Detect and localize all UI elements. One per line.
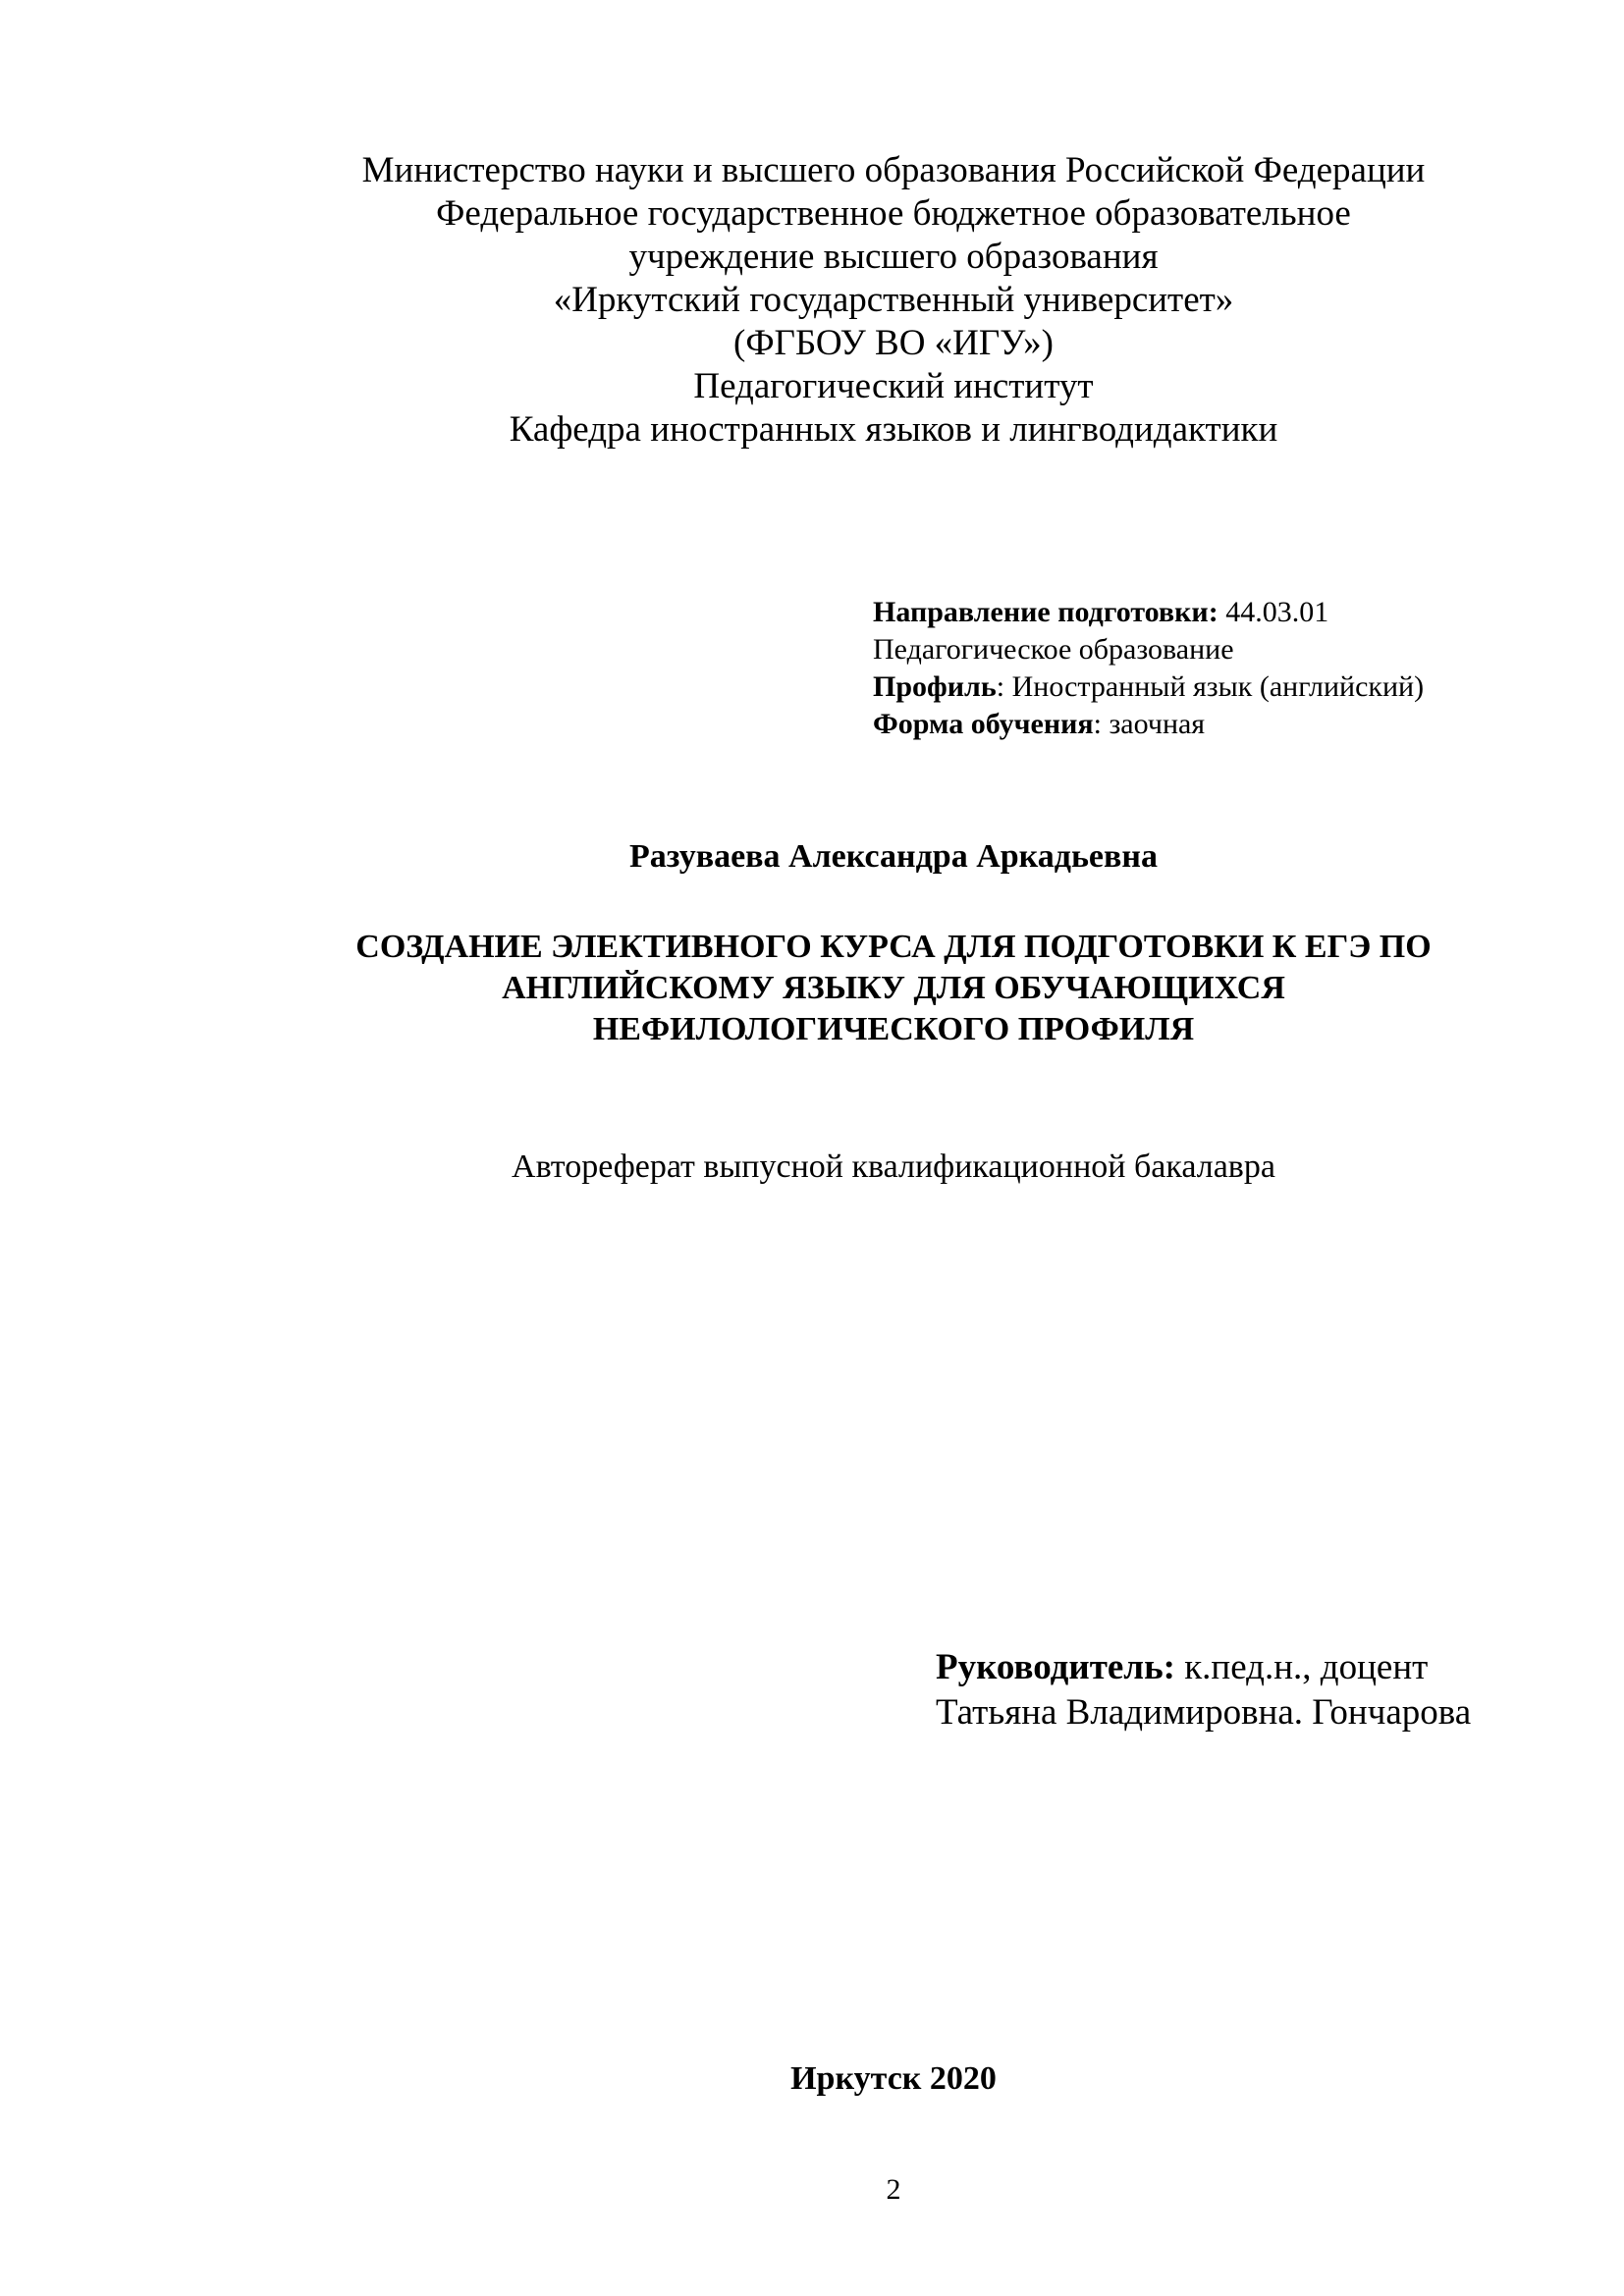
title-line-1: СОЗДАНИЕ ЭЛЕКТИВНОГО КУРСА ДЛЯ ПОДГОТОВКИ К ЕГЭ ПО [355, 929, 1432, 965]
form-line [873, 706, 1424, 743]
supervisor-block [936, 1645, 1471, 1735]
page-number: 2 [886, 2173, 901, 2206]
header-university-name: «Иркутский государственный университет» [553, 280, 1234, 320]
author-name: Разуваева Александра Аркадьевна [629, 838, 1158, 875]
profile-label: Профиль [873, 670, 997, 703]
supervisor-line [936, 1645, 1471, 1690]
title-line-2: АНГЛИЙСКОМУ ЯЗЫКУ ДЛЯ ОБУЧАЮЩИХСЯ [502, 970, 1285, 1006]
profile-value: : Иностранный язык (английский) [996, 670, 1425, 703]
direction-line [873, 594, 1424, 631]
supervisor-label: Руководитель: [936, 1647, 1175, 1687]
direction-name: Педагогическое образование [873, 633, 1234, 666]
thesis-title [245, 927, 1542, 1050]
direction-label: Направление подготовки: [873, 596, 1218, 628]
supervisor-name: Татьяна Владимировна. Гончарова [936, 1692, 1472, 1733]
header-institution-type: Федеральное государственное бюджетное образовательное [436, 193, 1351, 234]
program-info [873, 594, 1424, 743]
profile-line [873, 668, 1424, 706]
header-institute: Педагогический институт [693, 366, 1094, 406]
direction-code: 44.03.01 [1218, 596, 1329, 628]
document-type: Автореферат выпусной квалификационной бакалавра [512, 1148, 1275, 1185]
supervisor-degree: к.пед.н., доцент [1174, 1647, 1429, 1687]
header-ministry: Министерство науки и высшего образования Российской Федерации [361, 150, 1426, 190]
header-department: Кафедра иностранных языков и лингводидактики [509, 409, 1278, 450]
form-label: Форма обучения [873, 708, 1094, 740]
city-year: Иркутск 2020 [790, 2060, 997, 2097]
header-university-abbr: (ФГБОУ ВО «ИГУ») [733, 323, 1054, 363]
header-institution-level: учреждение высшего образования [628, 237, 1159, 277]
institution-header [295, 149, 1492, 452]
title-line-3: НЕФИЛОЛОГИЧЕСКОГО ПРОФИЛЯ [592, 1011, 1195, 1047]
form-value: : заочная [1093, 708, 1206, 740]
